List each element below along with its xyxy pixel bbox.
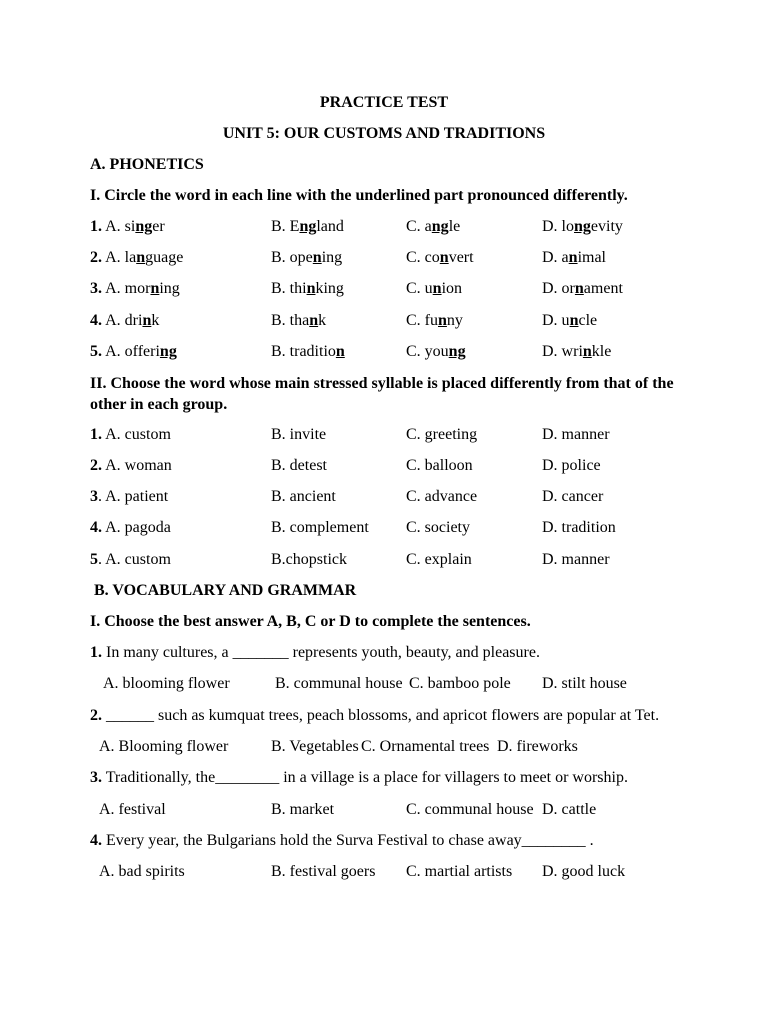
option-text: king xyxy=(315,280,344,297)
question-number: 3 xyxy=(90,488,98,505)
phonetics-option xyxy=(542,217,623,237)
stress-option xyxy=(406,425,477,445)
underlined-part: n xyxy=(150,280,160,297)
option-text: ny xyxy=(446,312,463,329)
phonetics-option xyxy=(406,279,462,299)
option-text: k xyxy=(151,312,160,329)
option-text: D. wri xyxy=(542,343,583,360)
answer-text: D. stilt house xyxy=(542,675,627,692)
option-text: C. explain xyxy=(406,551,472,568)
option-text: C. balloon xyxy=(406,457,473,474)
question-text: Traditionally, the________ in a village is a place for villagers to meet or worship. xyxy=(102,769,628,786)
phonetics-option xyxy=(406,342,466,362)
answer-text: A. Blooming flower xyxy=(99,738,229,755)
answer-text: C. bamboo pole xyxy=(409,675,511,692)
stress-instruction: II. Choose the word whose main stressed syllable is placed differently from that of the other in each group. xyxy=(90,375,674,413)
option-text: C. greeting xyxy=(406,426,478,443)
option-text: er xyxy=(152,218,165,235)
underlined-part: n xyxy=(136,249,146,266)
page-title: PRACTICE TEST xyxy=(319,94,449,111)
phonetics-option xyxy=(406,248,474,268)
answer-text: B. market xyxy=(271,801,335,818)
section-a-heading: A. PHONETICS xyxy=(90,156,204,173)
stress-option xyxy=(90,425,171,445)
phonetics-option xyxy=(90,311,159,331)
option-text: ament xyxy=(583,280,623,297)
stress-option xyxy=(542,456,601,476)
answer-text: D. good luck xyxy=(542,863,626,880)
stress-option xyxy=(90,518,171,538)
answer-option xyxy=(361,737,489,757)
option-text: D. cancer xyxy=(542,488,604,505)
phonetics-option xyxy=(542,342,611,362)
question-number: 5. xyxy=(90,343,102,360)
question-number: 1. xyxy=(90,644,102,661)
underlined-part: ng xyxy=(159,343,177,360)
phonetics-option xyxy=(90,248,183,268)
question-text: ______ such as kumquat trees, peach blossoms, and apricot flowers are popular at Tet. xyxy=(102,707,660,724)
answer-text: C. Ornamental trees xyxy=(361,738,490,755)
answer-option xyxy=(406,800,534,820)
underlined-part: ng xyxy=(574,218,591,235)
phonetics-option xyxy=(271,311,326,331)
underlined-part: n xyxy=(142,312,152,329)
option-text: land xyxy=(316,218,344,235)
underlined-part: ng xyxy=(135,218,153,235)
option-text: B. ancient xyxy=(271,488,336,505)
section-b-heading: B. VOCABULARY AND GRAMMAR xyxy=(94,582,357,599)
question-number: 4. xyxy=(90,312,102,329)
option-text: kle xyxy=(591,343,612,360)
option-text: B. tha xyxy=(271,312,310,329)
option-text: . A. custom xyxy=(98,551,171,568)
answer-text: A. festival xyxy=(99,801,166,818)
stress-option xyxy=(271,487,336,507)
stress-option xyxy=(406,456,473,476)
question-stem xyxy=(90,643,540,663)
answer-text: C. communal house xyxy=(406,801,534,818)
stress-option xyxy=(542,550,610,570)
option-text: A. dri xyxy=(102,312,143,329)
option-text: A. pagoda xyxy=(102,519,171,536)
option-text: B. thi xyxy=(271,280,307,297)
answer-option xyxy=(99,800,166,820)
page-subtitle: UNIT 5: OUR CUSTOMS AND TRADITIONS xyxy=(222,125,546,142)
answer-option xyxy=(271,737,359,757)
option-text: D. police xyxy=(542,457,601,474)
option-text: A. offeri xyxy=(102,343,160,360)
option-text: ing xyxy=(159,280,180,297)
answer-text: D. fireworks xyxy=(497,738,578,755)
stress-option xyxy=(90,487,168,507)
option-text: C. you xyxy=(406,343,449,360)
option-text: A. la xyxy=(102,249,137,266)
option-text: evity xyxy=(590,218,623,235)
question-number: 3. xyxy=(90,769,102,786)
option-text: cle xyxy=(578,312,598,329)
option-text: C. advance xyxy=(406,488,478,505)
option-text: A. woman xyxy=(102,457,172,474)
underlined-part: ng xyxy=(299,218,317,235)
option-text: D. tradition xyxy=(542,519,616,536)
phonetics-option xyxy=(542,311,597,331)
option-text: A. mor xyxy=(102,280,151,297)
stress-option xyxy=(406,487,477,507)
vocab-instruction: I. Choose the best answer A, B, C or D to complete the sentences. xyxy=(90,613,531,630)
question-number: 4. xyxy=(90,519,102,536)
underlined-part: n xyxy=(438,312,447,329)
question-stem xyxy=(90,706,659,726)
stress-option xyxy=(271,425,326,445)
underlined-part: n xyxy=(335,343,345,360)
underlined-part: n xyxy=(582,343,592,360)
answer-text: A. bad spirits xyxy=(99,863,185,880)
option-text: imal xyxy=(577,249,606,266)
underlined-part: n xyxy=(574,280,584,297)
stress-option xyxy=(542,425,610,445)
stress-option xyxy=(406,550,472,570)
option-text: D. u xyxy=(542,312,570,329)
question-number: 5 xyxy=(90,551,98,568)
option-text: B. invite xyxy=(271,426,327,443)
option-text: C. u xyxy=(406,280,433,297)
answer-text: B. Vegetables xyxy=(271,738,359,755)
option-text: D. manner xyxy=(542,551,610,568)
option-text: vert xyxy=(448,249,474,266)
underlined-part: n xyxy=(439,249,449,266)
phonetics-option xyxy=(406,311,463,331)
answer-option xyxy=(271,862,375,882)
answer-option xyxy=(409,674,511,694)
option-text: B. ope xyxy=(271,249,313,266)
phonetics-option xyxy=(90,217,165,237)
stress-option xyxy=(542,487,603,507)
underlined-part: n xyxy=(306,280,316,297)
answer-text: A. blooming flower xyxy=(103,675,230,692)
question-number: 1. xyxy=(90,218,102,235)
option-text: C. fu xyxy=(406,312,438,329)
phonetics-option xyxy=(271,342,345,362)
option-text: D. manner xyxy=(542,426,610,443)
answer-option xyxy=(99,737,228,757)
option-text: D. lo xyxy=(542,218,574,235)
stress-option xyxy=(271,550,347,570)
underlined-part: n xyxy=(312,249,322,266)
underlined-part: n xyxy=(568,249,578,266)
option-text: D. or xyxy=(542,280,575,297)
question-text: In many cultures, a _______ represents youth, beauty, and pleasure. xyxy=(102,644,540,661)
option-text: D. a xyxy=(542,249,569,266)
stress-option xyxy=(90,456,172,476)
stress-option xyxy=(271,518,369,538)
answer-option xyxy=(275,674,403,694)
option-text: le xyxy=(448,218,461,235)
answer-option xyxy=(542,800,596,820)
question-number: 1. xyxy=(90,426,102,443)
option-text: B. complement xyxy=(271,519,369,536)
option-text: ing xyxy=(321,249,343,266)
underlined-part: n xyxy=(432,280,442,297)
phonetics-option xyxy=(90,342,177,362)
question-stem xyxy=(90,768,628,788)
option-text: ion xyxy=(441,280,463,297)
phonetics-option xyxy=(271,279,344,299)
answer-option xyxy=(99,862,185,882)
phonetics-option xyxy=(90,279,180,299)
answer-text: D. cattle xyxy=(542,801,597,818)
stress-option xyxy=(271,456,327,476)
question-number: 2. xyxy=(90,457,102,474)
stress-option xyxy=(406,518,470,538)
option-text: C. co xyxy=(406,249,440,266)
question-number: 2. xyxy=(90,249,102,266)
phonetics-option xyxy=(271,217,344,237)
answer-option xyxy=(406,862,512,882)
phonetics-option xyxy=(406,217,460,237)
option-text: k xyxy=(318,312,327,329)
option-text: . A. patient xyxy=(98,488,169,505)
phonetics-option xyxy=(542,248,606,268)
stress-option xyxy=(542,518,616,538)
stress-option xyxy=(90,550,171,570)
answer-text: C. martial artists xyxy=(406,863,513,880)
option-text: B. E xyxy=(271,218,300,235)
option-text: B.chopstick xyxy=(271,551,347,568)
underlined-part: n xyxy=(569,312,579,329)
option-text: C. society xyxy=(406,519,470,536)
answer-option xyxy=(542,862,625,882)
answer-option xyxy=(271,800,334,820)
option-text: B. detest xyxy=(271,457,327,474)
option-text: A. custom xyxy=(102,426,171,443)
question-number: 3. xyxy=(90,280,102,297)
option-text: guage xyxy=(145,249,184,266)
answer-option xyxy=(103,674,230,694)
option-text: C. a xyxy=(406,218,432,235)
question-number: 4. xyxy=(90,832,102,849)
answer-text: B. communal house xyxy=(275,675,403,692)
answer-option xyxy=(497,737,578,757)
question-text: Every year, the Bulgarians hold the Surva Festival to chase away________ . xyxy=(102,832,594,849)
question-stem xyxy=(90,831,594,851)
phonetics-instruction: I. Circle the word in each line with the underlined part pronounced differently. xyxy=(90,187,628,204)
question-number: 2. xyxy=(90,707,102,724)
option-text: B. traditio xyxy=(271,343,336,360)
underlined-part: ng xyxy=(431,218,449,235)
phonetics-option xyxy=(542,279,623,299)
phonetics-option xyxy=(271,248,342,268)
underlined-part: ng xyxy=(448,343,466,360)
option-text: A. si xyxy=(102,218,136,235)
underlined-part: n xyxy=(309,312,319,329)
answer-option xyxy=(542,674,627,694)
answer-text: B. festival goers xyxy=(271,863,376,880)
